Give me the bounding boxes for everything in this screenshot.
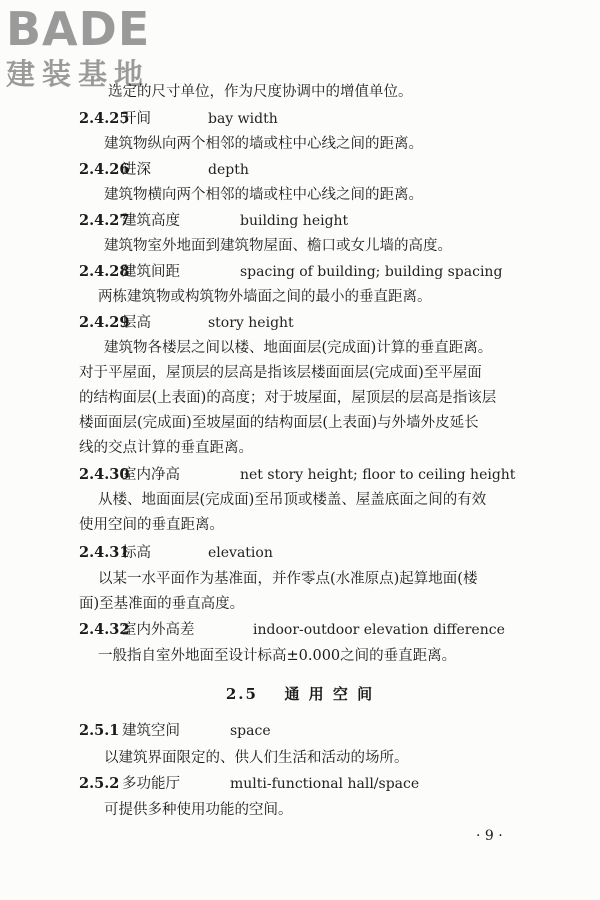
definition-continued: 对于平屋面，屋顶层的层高是指该层楼面面层(完成面)至平屋面: [79, 365, 482, 381]
term-cn: 建筑空间: [122, 723, 180, 739]
term-en: building height: [240, 213, 349, 229]
term-en: spacing of building; building spacing: [240, 264, 503, 280]
clause-number: 2.4.25: [79, 110, 130, 127]
term-cn: 开间: [122, 111, 151, 127]
term-en: multi-functional hall/space: [230, 776, 420, 792]
term-en: bay width: [208, 111, 278, 127]
definition: 建筑物横向两个相邻的墙或柱中心线之间的距离。: [104, 187, 423, 203]
clause-number: 2.5.1: [79, 722, 120, 739]
definition: 以某一水平面作为基准面，并作零点(水准原点)起算地面(楼: [98, 571, 478, 587]
definition: 建筑物纵向两个相邻的墙或柱中心线之间的距离。: [104, 136, 423, 152]
term-en: indoor-outdoor elevation difference: [253, 622, 505, 638]
definition: 一般指自室外地面至设计标高±0.000之间的垂直距离。: [98, 648, 457, 664]
definition-continued: 的结构面层(上表面)的高度；对于坡屋面，屋顶层的层高是指该层: [79, 390, 497, 406]
definition: 可提供多种使用功能的空间。: [104, 802, 293, 818]
logo-sub-text: 建装基地: [6, 57, 151, 91]
definition: 从楼、地面面层(完成面)至吊顶或楼盖、屋盖底面之间的有效: [98, 492, 487, 508]
clause-number: 2.4.30: [79, 466, 130, 483]
watermark-logo: [6, 4, 186, 90]
definition-continued: 楼面面层(完成面)至坡屋面的结构面层(上表面)与外墙外皮延长: [79, 415, 479, 431]
term-cn: 室内净高: [122, 467, 180, 483]
clause-number: 2.4.26: [79, 161, 130, 178]
clause-number: 2.5.2: [79, 775, 120, 792]
page-number: · 9 ·: [476, 828, 503, 844]
term-cn: 进深: [122, 162, 151, 178]
term-cn: 多功能厅: [122, 776, 180, 792]
term-cn: 标高: [122, 545, 151, 561]
definition-continued: 线的交点计算的垂直距离。: [79, 440, 253, 456]
definition-continued: 使用空间的垂直距离。: [79, 517, 224, 533]
clause-number: 2.4.27: [79, 212, 130, 229]
definition: 两栋建筑物或构筑物外墙面之间的最小的垂直距离。: [98, 289, 432, 305]
term-cn: 建筑高度: [122, 213, 180, 229]
term-cn: 层高: [122, 315, 151, 331]
term-en: depth: [208, 162, 249, 178]
definition: 以建筑界面限定的、供人们生活和活动的场所。: [104, 750, 409, 766]
term-en: elevation: [208, 545, 273, 561]
definition: 建筑物室外地面到建筑物屋面、檐口或女儿墙的高度。: [104, 238, 452, 254]
definition: 建筑物各楼层之间以楼、地面面层(完成面)计算的垂直距离。: [104, 340, 493, 356]
continued-line: 选定的尺寸单位，作为尺度协调中的增值单位。: [108, 84, 413, 100]
term-cn: 室内外高差: [122, 622, 195, 638]
term-cn: 建筑间距: [122, 264, 180, 280]
clause-number: 2.4.29: [79, 314, 130, 331]
clause-number: 2.4.32: [79, 621, 130, 638]
section-number: 2.5: [225, 685, 258, 703]
section-heading: [0, 684, 600, 704]
term-en: story height: [208, 315, 294, 331]
term-en: net story height; floor to ceiling height: [240, 467, 516, 483]
clause-number: 2.4.31: [79, 544, 130, 561]
term-en: space: [230, 723, 271, 739]
clause-number: 2.4.28: [79, 263, 130, 280]
definition-continued: 面)至基准面的垂直高度。: [79, 596, 245, 612]
section-title: 通 用 空 间: [284, 685, 375, 703]
logo-main-text: BADE: [6, 2, 151, 56]
